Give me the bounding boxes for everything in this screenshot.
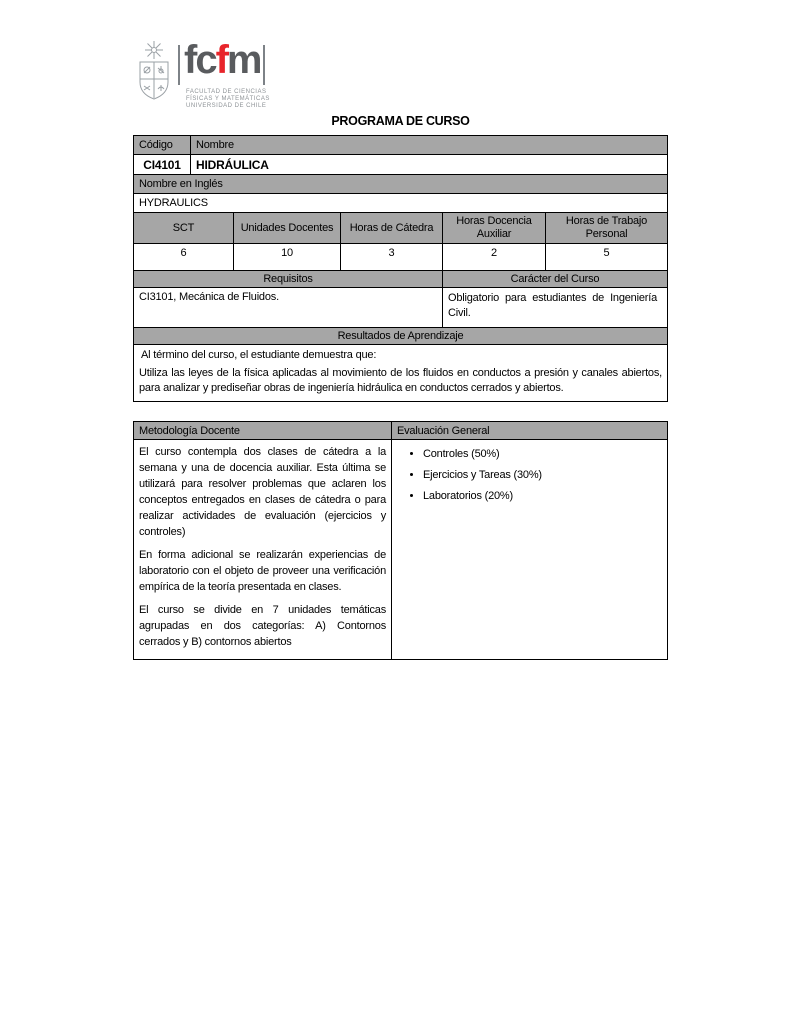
nombre-header: Nombre [191,136,668,155]
horas-catedra-value: 3 [341,244,443,271]
requirements-table [133,270,668,328]
document-content [133,114,668,660]
evaluacion-list [397,447,662,503]
university-crest-logo [136,40,172,104]
evaluacion-item: • Laboratorios (20%) [423,489,662,503]
nombre-ingles-value: HYDRAULICS [134,194,668,213]
horas-docencia-auxiliar-header: Horas Docencia Auxiliar [443,213,546,244]
requisitos-header: Requisitos [134,271,443,288]
caracter-curso-header: Carácter del Curso [443,271,668,288]
resultados-cell [134,345,668,402]
resultados-intro: Al término del curso, el estudiante demuestra que: [141,349,377,361]
nombre-value: HIDRÁULICA [191,155,668,175]
hours-table [133,212,668,271]
metodologia-cell [134,440,392,660]
horas-docencia-auxiliar-value: 2 [443,244,546,271]
page-title: PROGRAMA DE CURSO [331,114,470,128]
logo-divider-right [263,45,265,85]
logo-caption [186,89,270,110]
caracter-curso-value: Obligatorio para estudiantes de Ingeniería Civil. [443,288,668,328]
fcfm-wordmark [180,40,263,80]
sct-header: SCT [134,213,234,244]
codigo-value: CI4101 [134,155,191,175]
wordmark-red-f: f [215,38,227,82]
logo-caption-line: UNIVERSIDAD DE CHILE [186,103,267,109]
metodologia-header: Metodología Docente [134,422,392,440]
horas-trabajo-personal-header: Horas de Trabajo Personal [546,213,668,244]
resultados-header: Resultados de Aprendizaje [134,328,668,345]
resultados-text: Utiliza las leyes de la física aplicadas al movimiento de los fluidos en conductos a presión y canales abiertos, para analizar y prediseñar obras de ingeniería hidráulica en conductos cerrados y abiertos. [139,367,662,394]
methodology-table [133,421,668,660]
metodologia-paragraph: El curso contempla dos clases de cátedra a la semana y una de docencia auxiliar. Esta última se utilizará para resolver problemas que aclaren los conceptos entregados en clases de cátedra o para realizar actividades de evaluación (ejercicios y controles) [139,446,386,538]
requisitos-value: CI3101, Mecánica de Fluidos. [134,288,443,328]
unidades-docentes-header: Unidades Docentes [234,213,341,244]
metodologia-paragraph: El curso se divide en 7 unidades temáticas agrupadas en dos categorías: A) Contornos cerrados y B) contornos abiertos [139,604,386,648]
english-name-table [133,174,668,213]
metodologia-paragraph: En forma adicional se realizarán experiencias de laboratorio con el objeto de proveer una verificación empírica de la teoría presentada en clases. [139,549,386,593]
evaluacion-header: Evaluación General [392,422,668,440]
evaluacion-item: • Ejercicios y Tareas (30%) [423,468,662,482]
fcfm-logo [136,40,270,110]
sct-value: 6 [134,244,234,271]
nombre-ingles-header: Nombre en Inglés [134,175,668,194]
wordmark-fc: fc [184,38,216,82]
wordmark-m: m [226,38,261,82]
horas-catedra-header: Horas de Cátedra [341,213,443,244]
codigo-header: Código [134,136,191,155]
evaluacion-cell [392,440,668,660]
course-code-table [133,135,668,175]
horas-trabajo-personal-value: 5 [546,244,668,271]
evaluacion-item: • Controles (50%) [423,447,662,461]
logo-caption-line: FÍSICAS Y MATEMÁTICAS [186,96,270,102]
logo-caption-line: FACULTAD DE CIENCIAS [186,89,267,95]
unidades-docentes-value: 10 [234,244,341,271]
learning-outcomes-table [133,327,668,402]
